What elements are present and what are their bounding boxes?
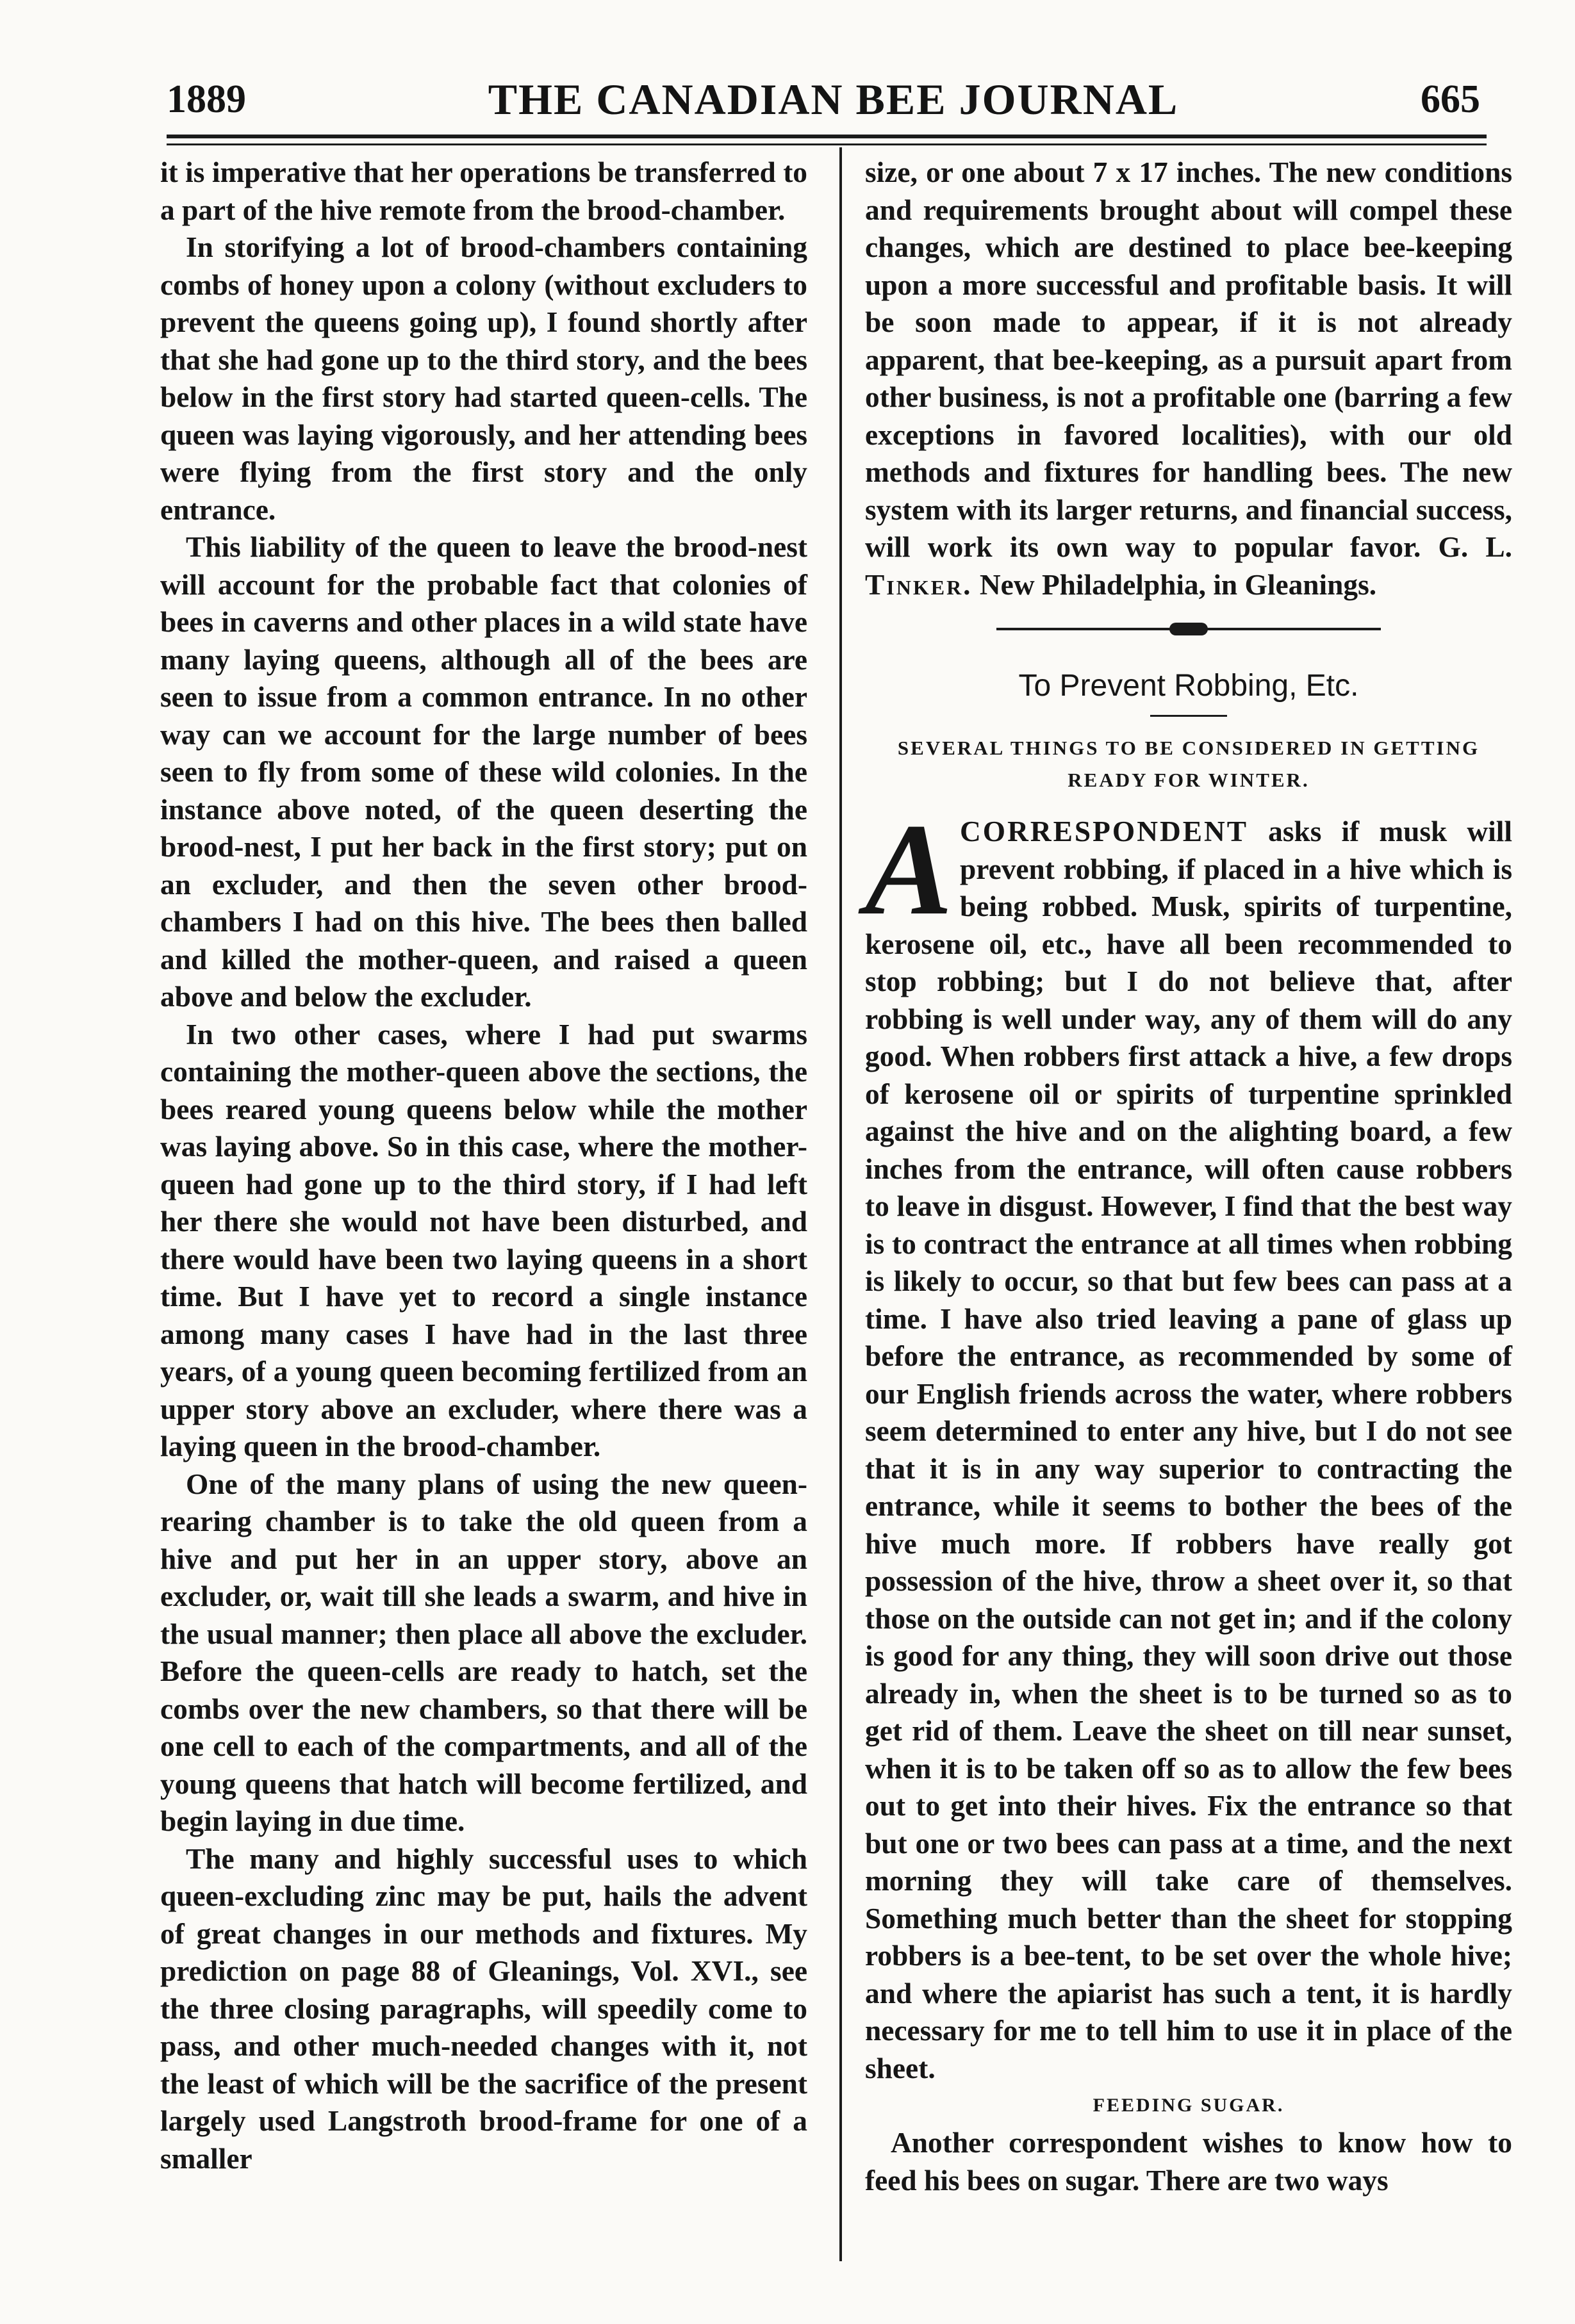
title-rule xyxy=(1150,715,1227,717)
page-number: 665 xyxy=(1421,77,1480,121)
right-column xyxy=(865,154,1512,2287)
article-subhead xyxy=(865,732,1512,796)
lead-word: CORRESPONDENT xyxy=(960,815,1249,847)
column-divider xyxy=(839,147,842,2261)
paragraph: it is imperative that her operations be transferred to a part of the hive remote from the brood-chamber. xyxy=(160,156,807,226)
paragraph xyxy=(865,154,1512,603)
subhead-line: SEVERAL THINGS TO BE CONSIDERED IN GETTING xyxy=(897,737,1480,759)
author-source: New Philadelphia, in Gleanings. xyxy=(979,568,1377,601)
paragraph: One of the many plans of using the new queen-rearing chamber is to take the old queen from a hive and put her in an upper story, above an excluder, or, wait till she leads a swarm, and hive in the usual manner; then place all above the excluder. Before the queen-cells are ready to hatch, set the combs over the new chambers, so that there will be one cell to each of the compartments, and all of the young queens that hatch will become fertilized, and begin laying in due time. xyxy=(160,1468,807,1837)
journal-title: THE CANADIAN BEE JOURNAL xyxy=(488,74,1179,124)
header-year: 1889 xyxy=(167,77,246,121)
section-ornament xyxy=(865,603,1512,655)
paragraph: This liability of the queen to leave the brood-nest will account for the probable fact that colonies of bees in caverns and other places in a wild state have many laying queens, although all of the bees are seen to issue from a common entrance. In no other way can we account for the large number of bees seen to fly from some of these wild colonies. In the instance above noted, of the queen deserting the brood-nest, I put her back in the first story; put on an excluder, and then the seven other brood-chambers I had on this hive. The bees then balled and killed the mother-queen, and raised a queen above and below the excluder. xyxy=(160,531,807,1013)
paragraph: In two other cases, where I had put swarms containing the mother-queen above the sections, the bees reared young queens below while the mother was laying above. So in this case, where the mother-queen had gone up to the third story, if I had left her there she would not have been disturbed, and there would have been two laying queens in a short time. But I have yet to record a single instance among many cases I have had in the last three years, of a young queen becoming fertilized from an upper story above an excluder, where there was a laying queen in the brood-chamber. xyxy=(160,1018,807,1462)
continuation-text: size, or one about 7 x 17 inches. The new conditions and requirements brought about will compel these changes, which are destined to place bee-keeping upon a more successful and profitable basis. It will be soon made to appear, if it is not already apparent, that bee-keeping, as a pursuit apart from other business, is not a profitable one (barring a few exceptions in favored localities), with our old methods and fixtures for handling bees. The new system with its larger returns, and financial success, will work its own way to popular favor. G. L. xyxy=(865,156,1512,563)
article-title: To Prevent Robbing, Etc. xyxy=(1018,669,1359,703)
running-header xyxy=(167,64,1480,135)
subhead-line: READY FOR WINTER. xyxy=(1068,769,1310,791)
article-body xyxy=(865,797,1512,2087)
header-rule xyxy=(167,135,1487,138)
paragraph: Another correspondent wishes to know how to feed his bees on sugar. There are two ways xyxy=(865,2127,1512,2197)
paragraph xyxy=(865,797,1512,2087)
lead-text: asks if musk will prevent robbing, if placed in a hive which is being robbed. Musk, spirits of turpentine, kerosene oil, etc., have all been recommended to stop robbing; but I do not believe that, after robbing is well under way, any of them will do any good. When robbers first attack a hive, a few drops of kerosene oil or spirits of turpentine sprinkled against the hive and on the alighting board, a few inches from the entrance, will often cause robbers to leave in disgust. However, I find that the best way is to contract the entrance at all times when robbing is likely to occur, so that but few bees can pass at a time. I have also tried leaving a pane of glass up before the entrance, as recommended by some of our English friends across the water, where robbers seem determined to enter any hive, but I do not see that it is in any way superior to contracting the entrance, while it seems to bother the bees of the hive much more. If robbers have really got possession of the hive, throw a sheet over it, so that those on the outside can not get in; and if the colony is good for any thing, they will soon drive out those already in, when the sheet is to be turned so as to get rid of them. Leave the sheet on till near sunset, when it is to be taken off so as to allow the few bees out to get into their hives. Fix the entrance so that but one or two bees can pass at a time, and the next morning they will take care of themselves. Something much better than the sheet for stopping robbers is a bee-tent, to be set over the whole hive; and where the apiarist has such a tent, it is hardly necessary for me to tell him to use it in place of the sheet. xyxy=(865,815,1512,2084)
paragraph: In storifying a lot of brood-chambers containing combs of honey upon a colony (without excluders to prevent the queens going up), I found shortly after that she had gone up to the third story, and the bees below in the first story had started queen-cells. The queen was laying vigorously, and her attending bees were flying from the first story and the only entrance. xyxy=(160,231,807,526)
left-column xyxy=(160,154,807,2287)
paragraph: The many and highly successful uses to which queen-excluding zinc may be put, hails the advent of great changes in our methods and fixtures. My prediction on page 88 of Gleanings, Vol. XVI., see the three closing paragraphs, will speedily come to pass, and other much-needed changes with it, not the least of which will be the sacrifice of the present largely used Langstroth brood-frame for one of a smaller xyxy=(160,1842,807,2175)
section-heading: FEEDING SUGAR. xyxy=(1093,2095,1285,2116)
author-name: Tinker. xyxy=(865,568,973,601)
header-rule-thin xyxy=(167,143,1487,145)
drop-cap: A xyxy=(865,797,953,942)
